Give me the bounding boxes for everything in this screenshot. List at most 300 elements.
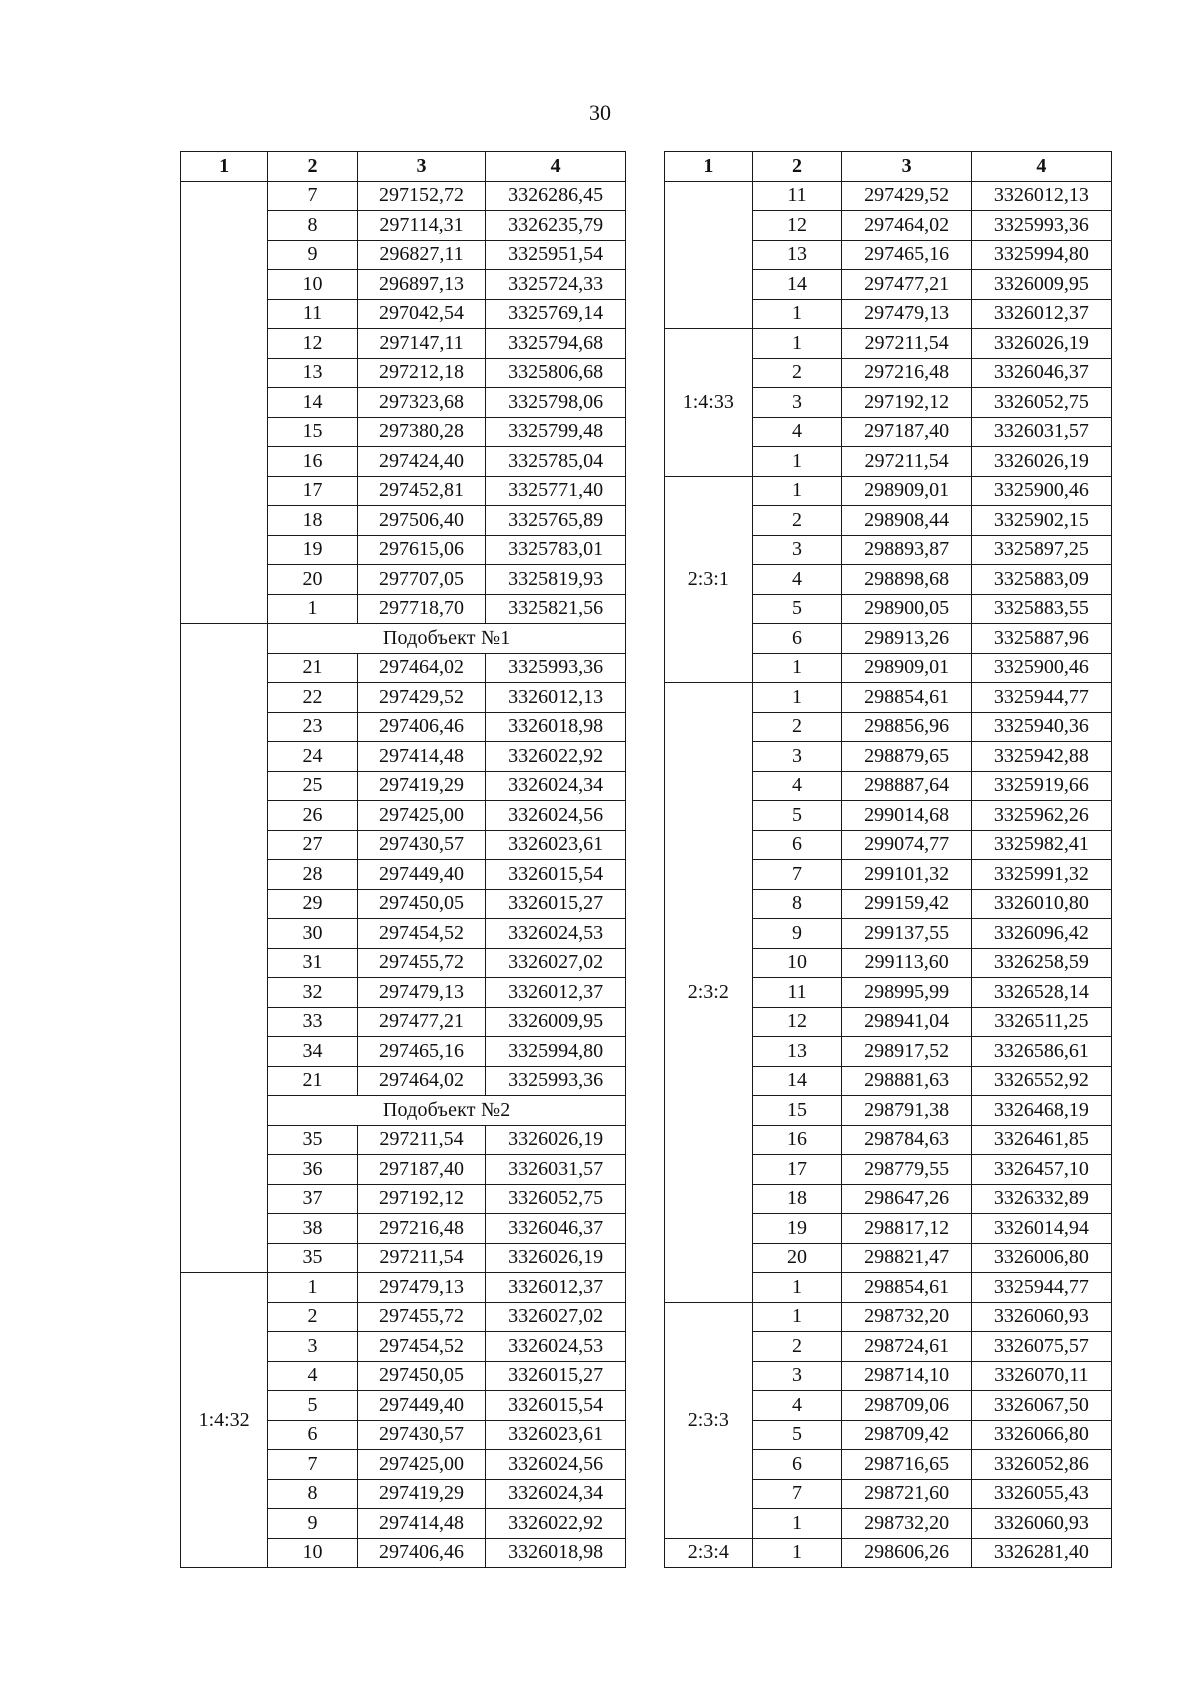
y-coordinate-cell: 3325771,40: [486, 476, 626, 506]
point-number-cell: 35: [268, 1243, 357, 1273]
point-number-cell: 11: [268, 299, 357, 329]
y-coordinate-cell: 3325785,04: [486, 447, 626, 477]
x-coordinate-cell: 297380,28: [357, 417, 486, 447]
point-number-cell: 21: [268, 1066, 357, 1096]
point-number-cell: 22: [268, 683, 357, 713]
x-coordinate-cell: 298716,65: [842, 1450, 971, 1480]
x-coordinate-cell: 297718,70: [357, 594, 486, 624]
x-coordinate-cell: 299101,32: [842, 860, 971, 890]
column-header: 4: [971, 152, 1111, 182]
y-coordinate-cell: 3326015,54: [486, 1391, 626, 1421]
x-coordinate-cell: 298606,26: [842, 1538, 971, 1568]
y-coordinate-cell: 3326457,10: [971, 1155, 1111, 1185]
x-coordinate-cell: 297615,06: [357, 535, 486, 565]
coordinates-table-right: [664, 151, 1112, 1568]
x-coordinate-cell: 298854,61: [842, 683, 971, 713]
x-coordinate-cell: 297455,72: [357, 1302, 486, 1332]
x-coordinate-cell: 298721,60: [842, 1479, 971, 1509]
page-number: 30: [589, 100, 611, 125]
x-coordinate-cell: 297211,54: [842, 329, 971, 359]
point-number-cell: 10: [268, 1538, 357, 1568]
y-coordinate-cell: 3325821,56: [486, 594, 626, 624]
point-number-cell: 11: [752, 181, 842, 211]
point-number-cell: 35: [268, 1125, 357, 1155]
point-number-cell: 10: [268, 270, 357, 300]
y-coordinate-cell: 3325902,15: [971, 506, 1111, 536]
y-coordinate-cell: 3325962,26: [971, 801, 1111, 831]
point-number-cell: 4: [752, 417, 842, 447]
point-number-cell: 6: [752, 1450, 842, 1480]
x-coordinate-cell: 298887,64: [842, 771, 971, 801]
x-coordinate-cell: 297454,52: [357, 1332, 486, 1362]
x-coordinate-cell: 297042,54: [357, 299, 486, 329]
point-number-cell: 24: [268, 742, 357, 772]
x-coordinate-cell: 297506,40: [357, 506, 486, 536]
point-number-cell: 5: [752, 801, 842, 831]
y-coordinate-cell: 3326031,57: [486, 1155, 626, 1185]
point-number-cell: 4: [752, 565, 842, 595]
y-coordinate-cell: 3326015,27: [486, 1361, 626, 1391]
y-coordinate-cell: 3326026,19: [971, 447, 1111, 477]
point-number-cell: 3: [752, 742, 842, 772]
point-number-cell: 2: [268, 1302, 357, 1332]
x-coordinate-cell: 297425,00: [357, 1450, 486, 1480]
point-number-cell: 7: [752, 1479, 842, 1509]
table-row: [181, 181, 626, 211]
y-coordinate-cell: 3326096,42: [971, 919, 1111, 949]
y-coordinate-cell: 3326018,98: [486, 1538, 626, 1568]
point-number-cell: 9: [268, 1509, 357, 1539]
x-coordinate-cell: 297452,81: [357, 476, 486, 506]
y-coordinate-cell: 3326023,61: [486, 830, 626, 860]
object-group-cell: 1:4:33: [665, 329, 753, 477]
x-coordinate-cell: 297114,31: [357, 211, 486, 241]
point-number-cell: 4: [752, 771, 842, 801]
point-number-cell: 20: [752, 1243, 842, 1273]
x-coordinate-cell: 298917,52: [842, 1037, 971, 1067]
x-coordinate-cell: 297477,21: [842, 270, 971, 300]
point-number-cell: 8: [752, 889, 842, 919]
x-coordinate-cell: 297192,12: [357, 1184, 486, 1214]
x-coordinate-cell: 297323,68: [357, 388, 486, 418]
y-coordinate-cell: 3325942,88: [971, 742, 1111, 772]
point-number-cell: 18: [752, 1184, 842, 1214]
point-number-cell: 1: [752, 1273, 842, 1303]
point-number-cell: 27: [268, 830, 357, 860]
x-coordinate-cell: 297449,40: [357, 1391, 486, 1421]
x-coordinate-cell: 299137,55: [842, 919, 971, 949]
x-coordinate-cell: 297147,11: [357, 329, 486, 359]
y-coordinate-cell: 3325940,36: [971, 712, 1111, 742]
y-coordinate-cell: 3326024,34: [486, 1479, 626, 1509]
x-coordinate-cell: 297419,29: [357, 1479, 486, 1509]
y-coordinate-cell: 3326012,13: [971, 181, 1111, 211]
x-coordinate-cell: 297464,02: [842, 211, 971, 241]
y-coordinate-cell: 3326009,95: [486, 1007, 626, 1037]
point-number-cell: 32: [268, 978, 357, 1008]
point-number-cell: 14: [268, 388, 357, 418]
x-coordinate-cell: 298879,65: [842, 742, 971, 772]
y-coordinate-cell: 3326052,75: [971, 388, 1111, 418]
point-number-cell: 1: [752, 476, 842, 506]
point-number-cell: 37: [268, 1184, 357, 1214]
x-coordinate-cell: 297430,57: [357, 1420, 486, 1450]
y-coordinate-cell: 3326010,80: [971, 889, 1111, 919]
x-coordinate-cell: 298817,12: [842, 1214, 971, 1244]
y-coordinate-cell: 3326024,56: [486, 801, 626, 831]
point-number-cell: 6: [752, 624, 842, 654]
point-number-cell: 8: [268, 1479, 357, 1509]
point-number-cell: 6: [268, 1420, 357, 1450]
x-coordinate-cell: 297211,54: [842, 447, 971, 477]
point-number-cell: 7: [268, 181, 357, 211]
x-coordinate-cell: 297465,16: [842, 240, 971, 270]
y-coordinate-cell: 3326552,92: [971, 1066, 1111, 1096]
table-row: [665, 181, 1112, 211]
x-coordinate-cell: 297211,54: [357, 1125, 486, 1155]
y-coordinate-cell: 3325900,46: [971, 476, 1111, 506]
object-group-cell: 2:3:2: [665, 683, 753, 1303]
x-coordinate-cell: 298779,55: [842, 1155, 971, 1185]
x-coordinate-cell: 298893,87: [842, 535, 971, 565]
point-number-cell: 17: [752, 1155, 842, 1185]
x-coordinate-cell: 298941,04: [842, 1007, 971, 1037]
y-coordinate-cell: 3326012,37: [486, 978, 626, 1008]
x-coordinate-cell: 298647,26: [842, 1184, 971, 1214]
y-coordinate-cell: 3326012,13: [486, 683, 626, 713]
y-coordinate-cell: 3326018,98: [486, 712, 626, 742]
x-coordinate-cell: 297414,48: [357, 1509, 486, 1539]
column-header: 2: [268, 152, 357, 182]
y-coordinate-cell: 3325900,46: [971, 653, 1111, 683]
object-group-cell: 2:3:1: [665, 476, 753, 683]
table-row: [665, 329, 1112, 359]
y-coordinate-cell: 3326055,43: [971, 1479, 1111, 1509]
point-number-cell: 16: [752, 1125, 842, 1155]
object-group-cell: [181, 624, 268, 1273]
y-coordinate-cell: 3326066,80: [971, 1420, 1111, 1450]
y-coordinate-cell: 3325806,68: [486, 358, 626, 388]
x-coordinate-cell: 298709,06: [842, 1391, 971, 1421]
point-number-cell: 20: [268, 565, 357, 595]
point-number-cell: 1: [752, 1538, 842, 1568]
column-header: 3: [357, 152, 486, 182]
point-number-cell: 2: [752, 358, 842, 388]
x-coordinate-cell: 298995,99: [842, 978, 971, 1008]
point-number-cell: 14: [752, 1066, 842, 1096]
y-coordinate-cell: 3326015,27: [486, 889, 626, 919]
point-number-cell: 2: [752, 1332, 842, 1362]
y-coordinate-cell: 3325991,32: [971, 860, 1111, 890]
y-coordinate-cell: 3326511,25: [971, 1007, 1111, 1037]
point-number-cell: 3: [752, 388, 842, 418]
header-row: [181, 152, 626, 182]
point-number-cell: 2: [752, 506, 842, 536]
column-header: 4: [486, 152, 626, 182]
x-coordinate-cell: 297406,46: [357, 712, 486, 742]
table-row: [665, 1538, 1112, 1568]
point-number-cell: 8: [268, 211, 357, 241]
y-coordinate-cell: 3325883,55: [971, 594, 1111, 624]
y-coordinate-cell: 3326027,02: [486, 1302, 626, 1332]
x-coordinate-cell: 298913,26: [842, 624, 971, 654]
point-number-cell: 1: [752, 653, 842, 683]
x-coordinate-cell: 297187,40: [842, 417, 971, 447]
y-coordinate-cell: 3326060,93: [971, 1509, 1111, 1539]
x-coordinate-cell: 298784,63: [842, 1125, 971, 1155]
point-number-cell: 36: [268, 1155, 357, 1185]
point-number-cell: 5: [752, 594, 842, 624]
point-number-cell: 26: [268, 801, 357, 831]
y-coordinate-cell: 3326461,85: [971, 1125, 1111, 1155]
y-coordinate-cell: 3325993,36: [486, 1066, 626, 1096]
x-coordinate-cell: 297465,16: [357, 1037, 486, 1067]
point-number-cell: 34: [268, 1037, 357, 1067]
object-group-cell: [181, 181, 268, 624]
point-number-cell: 4: [752, 1391, 842, 1421]
x-coordinate-cell: 297425,00: [357, 801, 486, 831]
point-number-cell: 7: [752, 860, 842, 890]
y-coordinate-cell: 3326528,14: [971, 978, 1111, 1008]
x-coordinate-cell: 297455,72: [357, 948, 486, 978]
x-coordinate-cell: 297449,40: [357, 860, 486, 890]
table-row: [181, 624, 626, 654]
point-number-cell: 1: [752, 1302, 842, 1332]
y-coordinate-cell: 3326022,92: [486, 742, 626, 772]
x-coordinate-cell: 297414,48: [357, 742, 486, 772]
y-coordinate-cell: 3325944,77: [971, 1273, 1111, 1303]
x-coordinate-cell: 297406,46: [357, 1538, 486, 1568]
y-coordinate-cell: 3326046,37: [486, 1214, 626, 1244]
y-coordinate-cell: 3325765,89: [486, 506, 626, 536]
point-number-cell: 6: [752, 830, 842, 860]
x-coordinate-cell: 298791,38: [842, 1096, 971, 1126]
y-coordinate-cell: 3325944,77: [971, 683, 1111, 713]
point-number-cell: 15: [752, 1096, 842, 1126]
header-row: [665, 152, 1112, 182]
point-number-cell: 33: [268, 1007, 357, 1037]
y-coordinate-cell: 3326026,19: [486, 1125, 626, 1155]
point-number-cell: 31: [268, 948, 357, 978]
point-number-cell: 1: [268, 1273, 357, 1303]
y-coordinate-cell: 3326006,80: [971, 1243, 1111, 1273]
y-coordinate-cell: 3325769,14: [486, 299, 626, 329]
point-number-cell: 1: [752, 447, 842, 477]
point-number-cell: 9: [268, 240, 357, 270]
x-coordinate-cell: 299014,68: [842, 801, 971, 831]
y-coordinate-cell: 3326046,37: [971, 358, 1111, 388]
point-number-cell: 4: [268, 1361, 357, 1391]
x-coordinate-cell: 297429,52: [357, 683, 486, 713]
y-coordinate-cell: 3325724,33: [486, 270, 626, 300]
point-number-cell: 1: [752, 329, 842, 359]
x-coordinate-cell: 297152,72: [357, 181, 486, 211]
point-number-cell: 30: [268, 919, 357, 949]
object-group-cell: 2:3:4: [665, 1538, 753, 1568]
y-coordinate-cell: 3325982,41: [971, 830, 1111, 860]
y-coordinate-cell: 3326024,56: [486, 1450, 626, 1480]
point-number-cell: 15: [268, 417, 357, 447]
y-coordinate-cell: 3325994,80: [971, 240, 1111, 270]
x-coordinate-cell: 297450,05: [357, 1361, 486, 1391]
x-coordinate-cell: 298854,61: [842, 1273, 971, 1303]
x-coordinate-cell: 297212,18: [357, 358, 486, 388]
subobject-heading: Подобъект №2: [268, 1096, 626, 1126]
x-coordinate-cell: 299159,42: [842, 889, 971, 919]
point-number-cell: 13: [268, 358, 357, 388]
point-number-cell: 28: [268, 860, 357, 890]
point-number-cell: 12: [268, 329, 357, 359]
point-number-cell: 25: [268, 771, 357, 801]
y-coordinate-cell: 3326009,95: [971, 270, 1111, 300]
y-coordinate-cell: 3326015,54: [486, 860, 626, 890]
point-number-cell: 17: [268, 476, 357, 506]
x-coordinate-cell: 297479,13: [842, 299, 971, 329]
y-coordinate-cell: 3326024,53: [486, 919, 626, 949]
x-coordinate-cell: 297464,02: [357, 653, 486, 683]
column-header: 2: [752, 152, 842, 182]
x-coordinate-cell: 298724,61: [842, 1332, 971, 1362]
y-coordinate-cell: 3326586,61: [971, 1037, 1111, 1067]
y-coordinate-cell: 3325798,06: [486, 388, 626, 418]
x-coordinate-cell: 297216,48: [357, 1214, 486, 1244]
point-number-cell: 12: [752, 1007, 842, 1037]
point-number-cell: 1: [752, 683, 842, 713]
x-coordinate-cell: 298732,20: [842, 1302, 971, 1332]
point-number-cell: 1: [752, 299, 842, 329]
point-number-cell: 3: [752, 535, 842, 565]
point-number-cell: 9: [752, 919, 842, 949]
table-row: [665, 476, 1112, 506]
x-coordinate-cell: 298732,20: [842, 1509, 971, 1539]
x-coordinate-cell: 297479,13: [357, 1273, 486, 1303]
point-number-cell: 1: [268, 594, 357, 624]
y-coordinate-cell: 3326468,19: [971, 1096, 1111, 1126]
y-coordinate-cell: 3325897,25: [971, 535, 1111, 565]
point-number-cell: 7: [268, 1450, 357, 1480]
x-coordinate-cell: 298900,05: [842, 594, 971, 624]
y-coordinate-cell: 3325819,93: [486, 565, 626, 595]
x-coordinate-cell: 298856,96: [842, 712, 971, 742]
x-coordinate-cell: 297211,54: [357, 1243, 486, 1273]
y-coordinate-cell: 3325799,48: [486, 417, 626, 447]
y-coordinate-cell: 3326052,86: [971, 1450, 1111, 1480]
x-coordinate-cell: 297424,40: [357, 447, 486, 477]
y-coordinate-cell: 3326024,53: [486, 1332, 626, 1362]
point-number-cell: 29: [268, 889, 357, 919]
point-number-cell: 5: [268, 1391, 357, 1421]
column-header: 1: [665, 152, 753, 182]
point-number-cell: 19: [752, 1214, 842, 1244]
point-number-cell: 38: [268, 1214, 357, 1244]
y-coordinate-cell: 3326012,37: [971, 299, 1111, 329]
x-coordinate-cell: 298709,42: [842, 1420, 971, 1450]
y-coordinate-cell: 3326026,19: [971, 329, 1111, 359]
subobject-heading: Подобъект №1: [268, 624, 626, 654]
x-coordinate-cell: 297429,52: [842, 181, 971, 211]
point-number-cell: 13: [752, 1037, 842, 1067]
y-coordinate-cell: 3326027,02: [486, 948, 626, 978]
y-coordinate-cell: 3325993,36: [486, 653, 626, 683]
x-coordinate-cell: 299113,60: [842, 948, 971, 978]
point-number-cell: 18: [268, 506, 357, 536]
x-coordinate-cell: 297450,05: [357, 889, 486, 919]
x-coordinate-cell: 298909,01: [842, 653, 971, 683]
y-coordinate-cell: 3326031,57: [971, 417, 1111, 447]
point-number-cell: 2: [752, 712, 842, 742]
x-coordinate-cell: 299074,77: [842, 830, 971, 860]
object-group-cell: 1:4:32: [181, 1273, 268, 1568]
x-coordinate-cell: 297419,29: [357, 771, 486, 801]
y-coordinate-cell: 3326281,40: [971, 1538, 1111, 1568]
object-group-cell: [665, 181, 753, 329]
y-coordinate-cell: 3326012,37: [486, 1273, 626, 1303]
y-coordinate-cell: 3326075,57: [971, 1332, 1111, 1362]
x-coordinate-cell: 298821,47: [842, 1243, 971, 1273]
y-coordinate-cell: 3325951,54: [486, 240, 626, 270]
y-coordinate-cell: 3325783,01: [486, 535, 626, 565]
coordinates-table-left: [180, 151, 626, 1568]
y-coordinate-cell: 3326023,61: [486, 1420, 626, 1450]
x-coordinate-cell: 297216,48: [842, 358, 971, 388]
y-coordinate-cell: 3326286,45: [486, 181, 626, 211]
object-group-cell: 2:3:3: [665, 1302, 753, 1538]
table-row: [665, 683, 1112, 713]
y-coordinate-cell: 3325883,09: [971, 565, 1111, 595]
x-coordinate-cell: 297477,21: [357, 1007, 486, 1037]
y-coordinate-cell: 3325994,80: [486, 1037, 626, 1067]
point-number-cell: 19: [268, 535, 357, 565]
y-coordinate-cell: 3326014,94: [971, 1214, 1111, 1244]
y-coordinate-cell: 3326022,92: [486, 1509, 626, 1539]
point-number-cell: 3: [268, 1332, 357, 1362]
y-coordinate-cell: 3325794,68: [486, 329, 626, 359]
x-coordinate-cell: 297479,13: [357, 978, 486, 1008]
table-row: [665, 1302, 1112, 1332]
x-coordinate-cell: 297430,57: [357, 830, 486, 860]
x-coordinate-cell: 297464,02: [357, 1066, 486, 1096]
point-number-cell: 13: [752, 240, 842, 270]
y-coordinate-cell: 3326060,93: [971, 1302, 1111, 1332]
y-coordinate-cell: 3326052,75: [486, 1184, 626, 1214]
x-coordinate-cell: 298881,63: [842, 1066, 971, 1096]
table-row: [181, 1273, 626, 1303]
y-coordinate-cell: 3326024,34: [486, 771, 626, 801]
x-coordinate-cell: 298714,10: [842, 1361, 971, 1391]
point-number-cell: 12: [752, 211, 842, 241]
point-number-cell: 14: [752, 270, 842, 300]
x-coordinate-cell: 298908,44: [842, 506, 971, 536]
point-number-cell: 23: [268, 712, 357, 742]
column-header: 1: [181, 152, 268, 182]
y-coordinate-cell: 3326070,11: [971, 1361, 1111, 1391]
point-number-cell: 16: [268, 447, 357, 477]
y-coordinate-cell: 3326026,19: [486, 1243, 626, 1273]
x-coordinate-cell: 298909,01: [842, 476, 971, 506]
x-coordinate-cell: 297192,12: [842, 388, 971, 418]
x-coordinate-cell: 296897,13: [357, 270, 486, 300]
y-coordinate-cell: 3325887,96: [971, 624, 1111, 654]
y-coordinate-cell: 3325919,66: [971, 771, 1111, 801]
y-coordinate-cell: 3325993,36: [971, 211, 1111, 241]
x-coordinate-cell: 297707,05: [357, 565, 486, 595]
point-number-cell: 21: [268, 653, 357, 683]
point-number-cell: 1: [752, 1509, 842, 1539]
y-coordinate-cell: 3326332,89: [971, 1184, 1111, 1214]
point-number-cell: 3: [752, 1361, 842, 1391]
point-number-cell: 10: [752, 948, 842, 978]
y-coordinate-cell: 3326235,79: [486, 211, 626, 241]
